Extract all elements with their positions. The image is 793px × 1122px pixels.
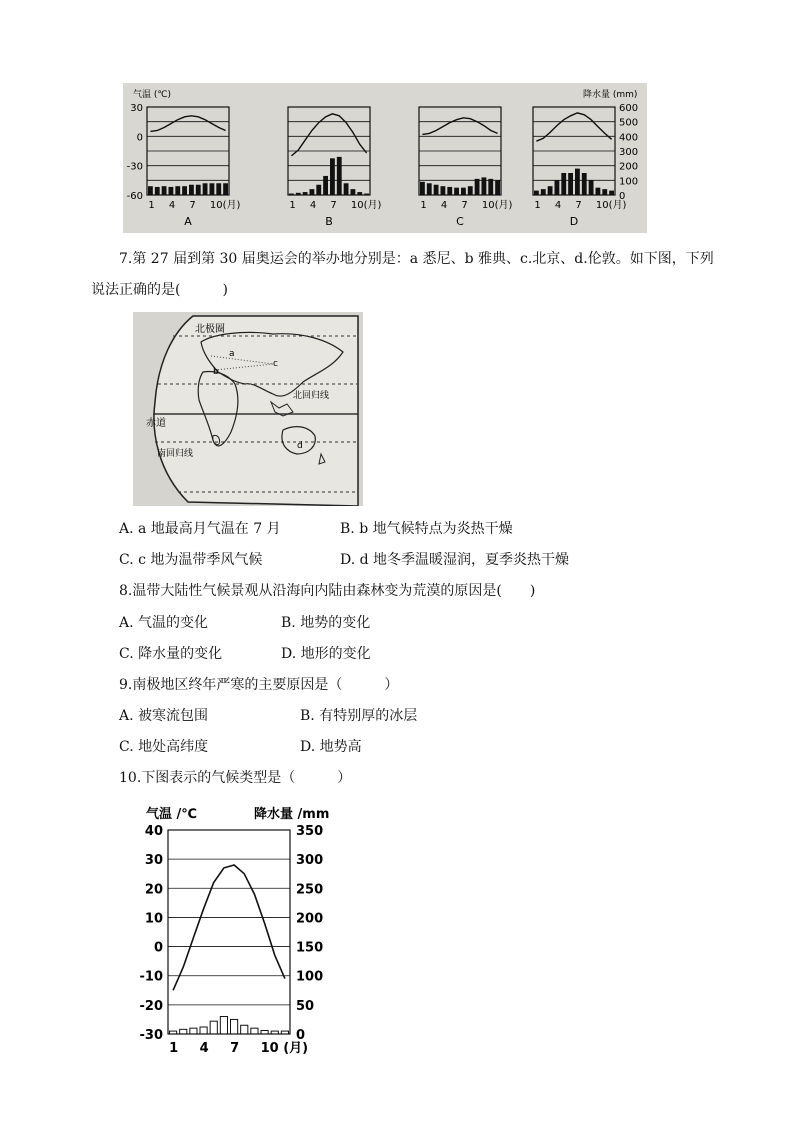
- temperature-line: [422, 118, 497, 135]
- precip-bar: [281, 1031, 288, 1034]
- point-b-label: b: [213, 367, 219, 377]
- mini-chart-c: [419, 107, 513, 228]
- temperature-line: [536, 113, 611, 141]
- temp-tick-label: -30: [139, 1028, 163, 1043]
- temp-tick-label: 20: [144, 882, 163, 898]
- q10-chart-svg: [130, 800, 360, 1062]
- q8-option-c: C. 降水量的变化: [119, 646, 223, 662]
- precip-bar: [575, 169, 580, 195]
- precip-bar: [180, 1029, 187, 1034]
- month-tick-label: 4: [554, 200, 562, 211]
- precip-bar: [210, 1021, 217, 1034]
- month-tick-label: 10(月): [481, 200, 513, 211]
- precip-bar: [357, 192, 362, 195]
- temperature-line: [173, 865, 285, 990]
- q8-option-b: B. 地势的变化: [281, 615, 371, 631]
- precip-bar: [271, 1031, 278, 1034]
- precip-bar: [296, 193, 301, 195]
- temp-tick-label: 10: [144, 911, 163, 927]
- precip-bar: [596, 188, 601, 195]
- precip-bar: [434, 185, 439, 195]
- precip-bar: [495, 180, 500, 195]
- precip-bar: [454, 188, 459, 195]
- q7-line2: 说法正确的是( ): [91, 282, 228, 298]
- chart-letter-label: D: [569, 215, 579, 228]
- temp-tick-label: 30: [130, 103, 143, 114]
- chart-letter-label: C: [456, 215, 464, 228]
- precip-tick-label: 100: [296, 969, 324, 985]
- q7-option-c: C. c 地为温带季风气候: [119, 552, 263, 568]
- point-c-label: c: [273, 359, 278, 369]
- precip-bar: [190, 1028, 197, 1034]
- precip-bar: [534, 191, 539, 195]
- precip-bar: [231, 1019, 238, 1034]
- tropic-capricorn-label: 南回归线: [157, 449, 194, 459]
- month-tick-label: 10(月): [209, 200, 241, 211]
- precip-bar: [337, 157, 342, 195]
- precip-bar: [447, 187, 452, 195]
- precip-bar: [364, 194, 369, 195]
- month-tick-label: 10(月): [350, 200, 382, 211]
- chart-letter-label: A: [184, 215, 192, 228]
- precip-bar: [162, 186, 167, 195]
- map-frame: [154, 316, 358, 506]
- q9-option-c: C. 地处高纬度: [119, 739, 209, 755]
- precip-tick-label: 300: [296, 853, 324, 869]
- q9-text: 9.南极地区终年严寒的主要原因是（ ）: [119, 677, 399, 693]
- q7-line1: 7.第 27 届到第 30 届奥运会的举办地分别是：a 悉尼、b 雅典、c.北京、d.伦敦。如下图，下列: [119, 251, 714, 267]
- temp-tick-label: -60: [126, 191, 143, 202]
- precip-bar: [475, 179, 480, 195]
- temp-tick-label: -10: [139, 969, 163, 985]
- precip-bar: [189, 185, 194, 195]
- climate-charts-svg: [123, 83, 647, 233]
- q10-climate-chart: [130, 800, 360, 1062]
- precip-bar: [461, 188, 466, 195]
- precip-bar: [316, 185, 321, 195]
- q9-option-b: B. 有特别厚的冰层: [300, 708, 418, 724]
- month-tick-label: 10 (月): [260, 1041, 309, 1056]
- chart-frame: [168, 830, 290, 1034]
- month-tick-label: 4: [199, 1041, 209, 1056]
- precip-bar: [548, 186, 553, 195]
- month-tick-label: 1: [534, 200, 541, 211]
- precip-bar: [555, 180, 560, 195]
- month-tick-label: 1: [420, 200, 427, 211]
- precip-bar: [155, 187, 160, 195]
- tropic-cancer-label: 北回归线: [293, 391, 330, 401]
- precip-bar: [148, 186, 153, 195]
- precip-bar: [216, 183, 221, 195]
- q10-temp-axis-label: 气温 /℃: [146, 807, 198, 822]
- precip-bar: [344, 183, 349, 195]
- precip-bar: [561, 173, 566, 195]
- q8-text: 8.温带大陆性气候景观从沿海向内陆由森林变为荒漠的原因是( ): [119, 583, 536, 599]
- precip-bar: [568, 173, 573, 195]
- precip-bar: [169, 187, 174, 195]
- precip-bar: [223, 183, 228, 195]
- mini-chart-b: [288, 107, 382, 228]
- precip-bar: [441, 186, 446, 195]
- precip-tick-label: 400: [619, 132, 639, 144]
- month-tick-label: 10(月): [595, 200, 627, 211]
- temp-tick-label: 0: [153, 940, 163, 956]
- month-tick-label: 7: [330, 200, 337, 211]
- month-tick-label: 4: [309, 200, 317, 211]
- temp-axis-label: 气温 (℃): [133, 90, 171, 100]
- precip-bar: [323, 176, 328, 195]
- precip-tick-label: 500: [619, 117, 639, 129]
- temp-tick-label: 0: [136, 132, 143, 144]
- precip-bar: [609, 191, 614, 195]
- q8-option-d: D. 地形的变化: [281, 646, 371, 662]
- precip-bar: [420, 182, 425, 195]
- q10-text: 10.下图表示的气候类型是（ ）: [119, 770, 352, 786]
- precip-tick-label: 100: [619, 176, 639, 188]
- precip-bar: [170, 1031, 177, 1034]
- temp-tick-label: -20: [139, 998, 163, 1014]
- precip-tick-label: 0: [619, 191, 626, 202]
- temp-tick-label: 30: [144, 853, 163, 869]
- precip-bar: [175, 186, 180, 195]
- mini-charts: [147, 107, 627, 228]
- precip-bar: [220, 1017, 227, 1034]
- precip-bar: [330, 158, 335, 195]
- precip-tick-label: 200: [619, 161, 639, 173]
- mini-chart-d: [533, 107, 627, 228]
- month-tick-label: 7: [230, 1041, 240, 1056]
- temp-ticks: [127, 103, 143, 202]
- precip-tick-label: 200: [296, 911, 324, 927]
- precip-ticks: [619, 103, 638, 202]
- q10-precip-axis-label: 降水量 /mm: [254, 807, 330, 822]
- precip-bar: [589, 180, 594, 195]
- precip-tick-label: 350: [296, 824, 324, 839]
- precip-bar: [351, 189, 356, 195]
- q9-option-d: D. 地势高: [300, 739, 362, 755]
- month-tick-label: 1: [148, 200, 155, 211]
- month-tick-label: 7: [575, 200, 582, 211]
- month-tick-label: 7: [189, 200, 196, 211]
- point-a-label: a: [229, 349, 235, 359]
- world-map-photo: [133, 312, 363, 506]
- precip-tick-label: 50: [296, 998, 315, 1014]
- temp-tick-label: 40: [144, 824, 163, 839]
- temperature-line: [150, 116, 225, 132]
- month-tick-label: 1: [169, 1041, 179, 1056]
- temp-tick-label: -30: [126, 161, 143, 173]
- mini-chart-a: [147, 107, 241, 228]
- month-tick-label: 4: [168, 200, 176, 211]
- precip-tick-label: 600: [619, 103, 639, 114]
- precip-bar: [488, 179, 493, 195]
- equator-label: 赤道: [146, 418, 166, 429]
- precip-bar: [182, 186, 187, 195]
- precip-bar: [427, 183, 432, 195]
- precip-bar: [251, 1028, 258, 1034]
- arctic-circle-label: 北极圈: [195, 324, 225, 335]
- precip-tick-label: 0: [296, 1028, 306, 1043]
- chart-letter-label: B: [325, 215, 333, 228]
- precip-bar: [241, 1025, 248, 1034]
- q9-option-a: A. 被寒流包围: [119, 708, 209, 724]
- q7-option-d: D. d 地冬季温暖湿润，夏季炎热干燥: [340, 552, 570, 568]
- q7-option-b: B. b 地气候特点为炎热干燥: [340, 521, 513, 537]
- precip-tick-label: 150: [296, 940, 324, 956]
- month-tick-label: 7: [461, 200, 468, 211]
- precip-bar: [196, 185, 201, 195]
- month-tick-label: 1: [289, 200, 296, 211]
- precip-bar: [468, 186, 473, 195]
- precip-axis-label: 降水量 (mm): [583, 90, 638, 100]
- precip-bar: [310, 189, 315, 195]
- temperature-line: [291, 114, 366, 156]
- month-tick-label: 4: [440, 200, 448, 211]
- q7-option-a: A. a 地最高月气温在 7 月: [119, 521, 281, 537]
- point-d-label: d: [297, 441, 303, 451]
- precip-bar: [203, 183, 208, 195]
- q10-chart-body: [140, 824, 324, 1056]
- world-map-svg: [133, 312, 363, 506]
- precip-bar: [200, 1027, 207, 1034]
- q8-option-a: A. 气温的变化: [119, 615, 209, 631]
- precip-bar: [210, 183, 215, 195]
- precip-bar: [482, 177, 487, 195]
- precip-tick-label: 250: [296, 882, 324, 898]
- precip-bar: [541, 189, 546, 195]
- precip-bar: [602, 189, 607, 195]
- precip-bar: [303, 192, 308, 195]
- climate-charts-photo: [123, 83, 647, 233]
- precip-bar: [582, 173, 587, 195]
- precip-tick-label: 300: [619, 147, 639, 158]
- precip-bar: [289, 194, 294, 195]
